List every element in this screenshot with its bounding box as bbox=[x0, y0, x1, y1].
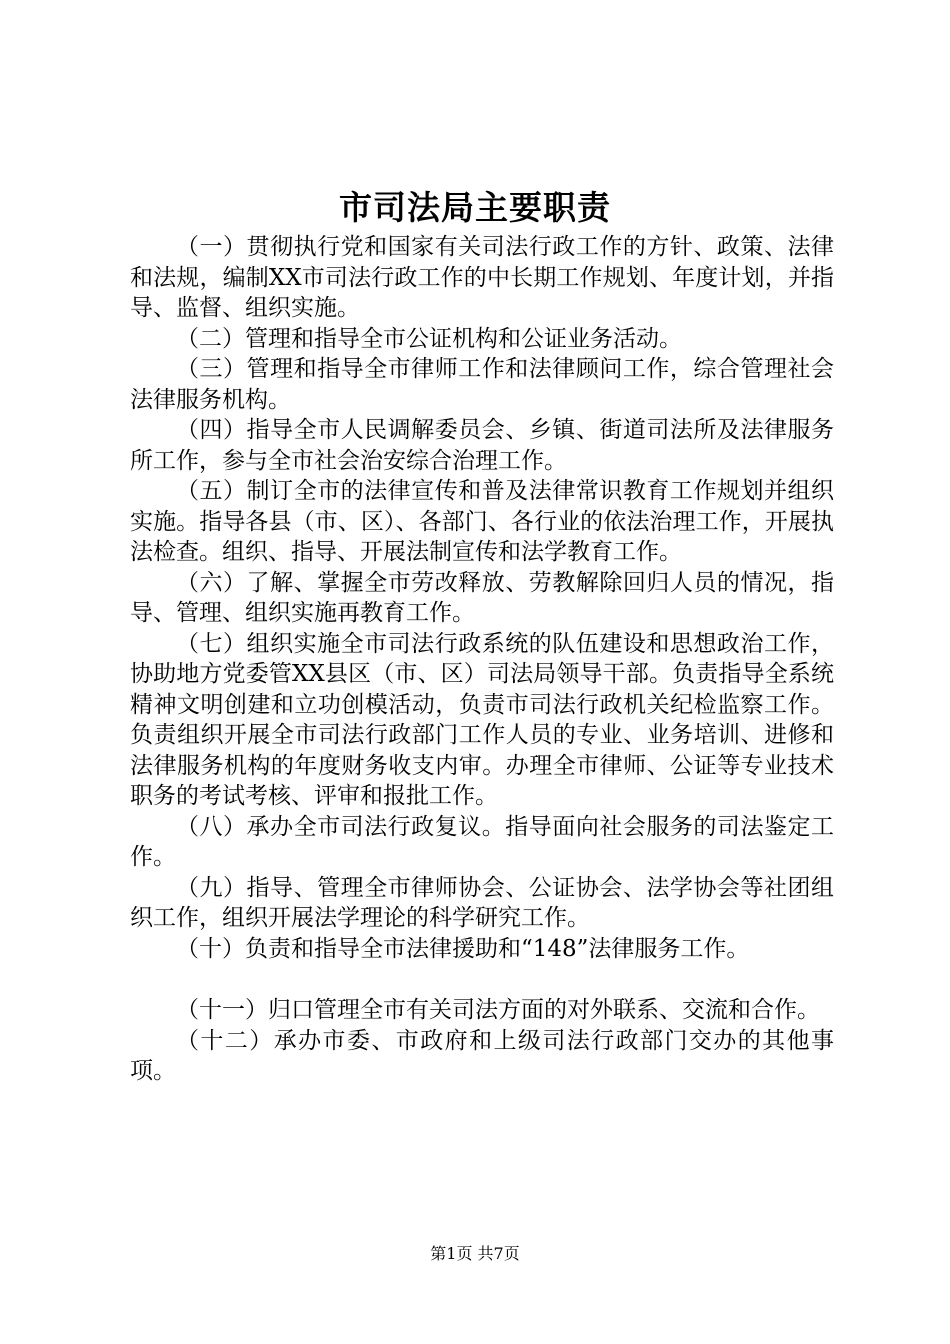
paragraph-3: （三）管理和指导全市律师工作和法律顾问工作，综合管理社会法律服务机构。 bbox=[130, 356, 834, 413]
paragraph-1: （一）贯彻执行党和国家有关司法行政工作的方针、政策、法律和法规，编制XX市司法行政工作的中长期工作规划、年度计划，并指导、监督、组织实施。 bbox=[130, 234, 834, 321]
paragraph-9: （九）指导、管理全市律师协会、公证协会、法学协会等社团组织工作，组织开展法学理论的科学研究工作。 bbox=[130, 874, 834, 931]
paragraph-6: （六）了解、掌握全市劳改释放、劳教解除回归人员的情况，指导、管理、组织实施再教育工作。 bbox=[130, 569, 834, 626]
paragraph-4: （四）指导全市人民调解委员会、乡镇、街道司法所及法律服务所工作，参与全市社会治安综合治理工作。 bbox=[130, 417, 834, 474]
paragraph-8: （八）承办全市司法行政复议。指导面向社会服务的司法鉴定工作。 bbox=[130, 813, 834, 870]
paragraph-11: （十一）归口管理全市有关司法方面的对外联系、交流和合作。 bbox=[176, 997, 820, 1023]
page-footer: 第1页 共7页 bbox=[430, 1244, 520, 1263]
paragraph-2: （二）管理和指导全市公证机构和公证业务活动。 bbox=[176, 325, 682, 352]
paragraph-12: （十二）承办市委、市政府和上级司法行政部门交办的其他事项。 bbox=[130, 1027, 834, 1084]
page-title: 市司法局主要职责 bbox=[339, 188, 611, 227]
paragraph-7: （七）组织实施全市司法行政系统的队伍建设和思想政治工作，协助地方党委管XX县区（市、区）司法局领导干部。负责指导全系统精神文明创建和立功创模活动，负责市司法行政机关纪检监察工作。负责组织开展全市司法行政部门工作人员的专业、业务培训、进修和法律服务机构的年度财务收支内审。办理全市律师、公证等专业技术职务的考试考核、评审和报批工作。 bbox=[130, 630, 834, 809]
paragraph-10: （十）负责和指导全市法律援助和“148”法律服务工作。 bbox=[176, 935, 750, 962]
document-body bbox=[130, 232, 834, 1087]
paragraph-5: （五）制订全市的法律宣传和普及法律常识教育工作规划并组织实施。指导各县（市、区）、各部门、各行业的依法治理工作，开展执法检查。组织、指导、开展法制宣传和法学教育工作。 bbox=[130, 478, 834, 565]
